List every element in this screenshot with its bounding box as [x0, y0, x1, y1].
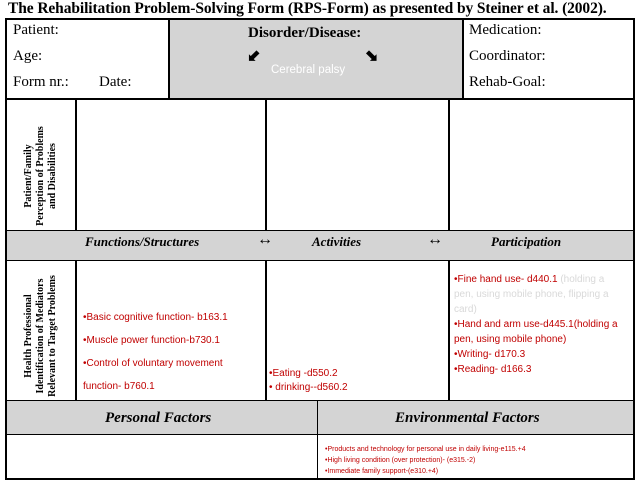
- date-label: Date:: [99, 74, 132, 90]
- list-item: [454, 272, 626, 317]
- fine-hand-detail: (holding a pen, using mobile phone, flipping a card): [454, 274, 609, 315]
- functions-structures-heading: Functions/Structures: [85, 234, 200, 249]
- double-arrow-icon: ↔: [257, 231, 273, 248]
- divider: [7, 434, 633, 435]
- participation-list: [454, 272, 626, 377]
- participation-heading: Participation: [491, 234, 562, 249]
- arrow-down-right-icon: ⬊: [365, 48, 379, 65]
- professional-label: [23, 268, 59, 404]
- list-item: •Immediate family support-(e310.+4): [325, 468, 439, 475]
- disorder-value: Cerebral palsy: [271, 64, 346, 76]
- form-nr-label: Form nr.:: [13, 74, 69, 90]
- divider: [317, 400, 318, 478]
- patient-label: Patient:: [13, 22, 59, 38]
- divider: [265, 100, 267, 230]
- patient-perception-label: [23, 111, 59, 241]
- divider: [7, 400, 633, 401]
- list-item: •Eating -d550.2: [269, 368, 338, 379]
- medication-label: Medication:: [469, 22, 542, 38]
- list-item: •Products and technology for personal use in daily living-e115.+4: [325, 446, 526, 453]
- list-item: function- b760.1: [83, 381, 155, 392]
- rehab-goal-label: Rehab-Goal:: [469, 74, 546, 90]
- personal-factors-heading: Personal Factors: [105, 410, 212, 426]
- divider: [7, 230, 633, 231]
- divider: [462, 20, 464, 98]
- arrow-down-left-icon: ⬋: [247, 48, 261, 65]
- list-item: •Writing- d170.3: [454, 349, 526, 360]
- environmental-factors-heading: Environmental Factors: [395, 410, 540, 426]
- page-title: The Rehabilitation Problem-Solving Form (RPS-Form) as presented by Steiner et al. (2002).: [8, 0, 607, 17]
- divider: [265, 261, 267, 400]
- list-item: •High living condition (over protection)- (e315.-2): [325, 457, 476, 464]
- divider: [448, 261, 450, 400]
- double-arrow-icon: ↔: [427, 231, 443, 248]
- side-label-line: Perception of Problems: [35, 126, 46, 226]
- divider: [448, 100, 450, 230]
- age-label: Age:: [13, 48, 43, 64]
- functions-list: [83, 306, 228, 398]
- divider: [7, 98, 633, 100]
- divider: [168, 20, 170, 98]
- rps-form: [5, 18, 635, 480]
- list-item: •Basic cognitive function- b163.1: [83, 312, 228, 323]
- side-label-line: Identification of Mediators: [35, 278, 46, 394]
- list-item: • drinking--d560.2: [269, 382, 348, 393]
- list-item: •Muscle power function-b730.1: [83, 335, 220, 346]
- activities-list: [269, 367, 348, 395]
- list-item: •Hand and arm use-d445.1(holding a pen, using mobile phone): [454, 319, 618, 345]
- coordinator-label: Coordinator:: [469, 48, 546, 64]
- fine-hand-text: •Fine hand use- d440.1: [454, 274, 558, 285]
- side-label-line: and Disabilities: [47, 143, 58, 209]
- side-label-line: Health Professional: [23, 294, 34, 378]
- disorder-label: Disorder/Disease:: [248, 25, 362, 41]
- divider: [75, 261, 77, 400]
- activities-heading: Activities: [312, 234, 362, 249]
- divider: [75, 100, 77, 230]
- side-label-line: Patient/Family: [23, 144, 34, 208]
- list-item: •Control of voluntary movement: [83, 358, 223, 369]
- list-item: •Reading- d166.3: [454, 364, 532, 375]
- environmental-list: [325, 444, 526, 477]
- divider: [7, 260, 633, 261]
- side-label-line: Relevant to Target Problems: [47, 275, 58, 397]
